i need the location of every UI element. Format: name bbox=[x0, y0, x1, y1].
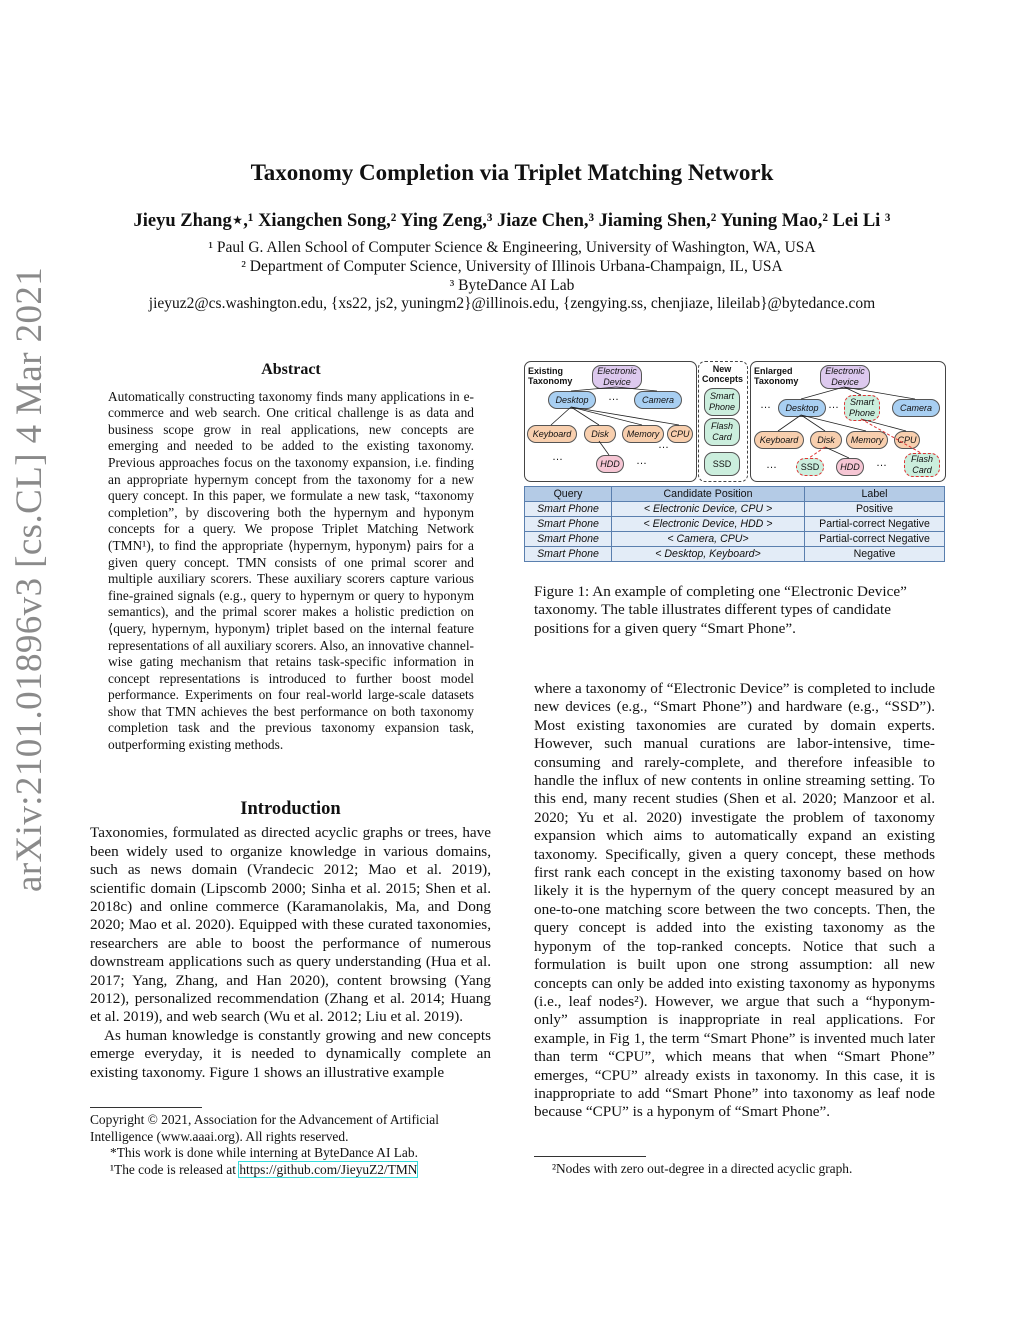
table-header-row bbox=[525, 487, 945, 502]
footnote-2: ²Nodes with zero out-degree in a directed acyclic graph. bbox=[552, 1161, 853, 1176]
label-cell: Partial-correct Negative bbox=[805, 532, 945, 547]
node-desktop: Desktop bbox=[548, 391, 596, 409]
copyright-notice: Copyright © 2021, Association for the Advancement of Artificial Intelligence (www.aaai.org). All rights reserved. bbox=[90, 1112, 439, 1144]
footnote-1-text: ¹The code is released at bbox=[110, 1161, 240, 1177]
abstract-text: Automatically constructing taxonomy finds many applications in e-commerce and web search. One critical challenge is as data and business scope grow in real applications, new concepts are emerging and needed to be added to the existing taxonomy. Previous approaches focus on the taxonomy expansion, i.e. finding an appropriate hypernym concept from the taxonomy for a new query concept. In this paper, we formulate a new task, “taxonomy completion”, by discovering both the hypernym and hyponym concepts for a query. We propose Triplet Matching Network (TMN¹), to find the appropriate ⟨hypernym, hyponym⟩ pairs for a given query concept. TMN consists of one primal scorer and multiple auxiliary scorers. These auxiliary scorers capture various fine-grained signals (e.g., query to hypernym or query to hyponym semantics), and the primal scorer makes a holistic prediction on ⟨query, hypernym, hyponym⟩ triplet based on the internal feature representations of all auxiliary scorers. Also, an innovative channel-wise gating mechanism that retains task-specific information in concept representations is introduced to further boost model performance. Experiments on four real-world large-scale datasets show that TMN achieves the best performance on both taxonomy completion task and the previous taxonomy expansion task, outperforming existing methods. bbox=[108, 388, 474, 753]
node-cpu: CPU bbox=[667, 425, 693, 443]
ellipsis-dots: … bbox=[876, 457, 887, 469]
abstract-section bbox=[108, 362, 474, 754]
affiliation-1: ¹ Paul G. Allen School of Computer Science & Engineering, University of Washington, WA, USA bbox=[208, 239, 816, 256]
paper-title: Taxonomy Completion via Triplet Matching Network bbox=[250, 160, 774, 185]
figure-1-caption: Figure 1: An example of completing one “Electronic Device” taxonomy. The table illustrates different types of candidate positions for a given query “Smart Phone”. bbox=[534, 583, 907, 637]
node-electronic-device: Electronic Device bbox=[592, 365, 642, 389]
ellipsis-dots: … bbox=[636, 455, 647, 467]
left-footnotes bbox=[90, 1112, 491, 1178]
abstract-heading: Abstract bbox=[261, 361, 321, 378]
query-cell: Smart Phone bbox=[525, 502, 612, 517]
node-ssd-added: SSD bbox=[796, 458, 824, 476]
column-header: Candidate Position bbox=[612, 487, 805, 502]
right-column-text: where a taxonomy of “Electronic Device” is completed to include new devices (e.g., “Smart Phone”) and hardware (e.g., “SSD”). Most existing taxonomies are curated by domain experts. However, such manual curations are labor-intensive, time-consuming and rarely-complete, and therefore infeasible to handle the influx of new contents in online streaming setting. To this end, many recent studies (Shen et al. 2020; Manzoor et al. 2020; Yu et al. 2020) investigate the problem of taxonomy expansion which aims to automatically expand an existing taxonomy. Specifically, given a query concept, these methods first rank each concept in the existing taxonomy based on how likely it is the hypernym of the query concept measured by an one-to-one matching score between the two concepts. Then, the query concept is added into the existing taxonomy as the hyponym of the top-ranked concepts. Notice that such a formulation is built upon one strong assumption: all new concepts can only be added into existing taxonomy as hyponyms (i.e., leaf nodes²). However, we argue that such a “hyponym-only” assumption is inappropriate in real applications. For example, in Fig 1, the term “Smart Phone” is invented much later than term “CPU”, which means that when “Smart Phone” emerges, “CPU” already exists in taxonomy. In this case, it is inappropriate to add “Smart Phone” into taxonomy as leaf node because “CPU” is a hyponym of “Smart Phone”. bbox=[534, 680, 935, 1121]
query-cell: Smart Phone bbox=[525, 547, 612, 562]
node-hdd-enlarged: HDD bbox=[836, 458, 864, 476]
ellipsis-dots: … bbox=[766, 459, 777, 471]
position-cell: < Desktop, Keyboard> bbox=[612, 547, 805, 562]
introduction-section bbox=[90, 800, 491, 1082]
table-row bbox=[525, 517, 945, 532]
table-row bbox=[525, 547, 945, 562]
figure-1-diagram bbox=[524, 360, 946, 484]
query-cell: Smart Phone bbox=[525, 532, 612, 547]
affiliation-3: ³ ByteDance AI Lab bbox=[449, 277, 575, 294]
intro-paragraph-1: Taxonomies, formulated as directed acyclic graphs or trees, have been widely used to organize knowledge in various domains, such as news domain (Vrandecic 2012; Mao et al. 2019), scientific domain (Lipscomb 2000; Sinha et al. 2015; Shen et al. 2018c) and online commerce (Karamanolakis, Ma, and Dong 2020; Mao et al. 2020). Equipped with these curated taxonomies, researchers are able to boost the performance of numerous downstream applications such as query understanding (Hua et al. 2017; Yang, Zhang, and Han 2020), content browsing (Yang 2012), personalized recommendation (Zhang et al. 2014; Huang et al. 2019), and web search (Wu et al. 2012; Liu et al. 2019). bbox=[90, 824, 491, 1026]
author-emails: jieyuz2@cs.washington.edu, {xs22, js2, yuningm2}@illinois.edu, {zengying.ss, chenjiaze, lileilab}@bytedance.com bbox=[148, 295, 876, 312]
node-memory-enlarged: Memory bbox=[846, 431, 888, 449]
node-desktop-enlarged: Desktop bbox=[778, 399, 826, 417]
node-disk: Disk bbox=[584, 425, 616, 443]
query-cell: Smart Phone bbox=[525, 517, 612, 532]
enlarged-taxonomy-label: Enlarged Taxonomy bbox=[754, 366, 799, 386]
node-disk-enlarged: Disk bbox=[810, 431, 842, 449]
column-header: Query bbox=[525, 487, 612, 502]
intro-paragraph-2: As human knowledge is constantly growing and new concepts emerge everyday, it is needed to dynamically complete an existing taxonomy. Figure 1 shows an illustrative example bbox=[90, 1026, 491, 1081]
candidate-position-table bbox=[524, 486, 945, 562]
footnote-star: *This work is done while interning at ByteDance AI Lab. bbox=[110, 1145, 418, 1161]
node-hdd: HDD bbox=[596, 455, 624, 473]
author-list: Jieyu Zhang⋆,¹ Xiangchen Song,² Ying Zeng,³ Jiaze Chen,³ Jiaming Shen,² Yuning Mao,² Lei Li ³ bbox=[133, 211, 891, 231]
column-header: Label bbox=[805, 487, 945, 502]
node-flash-card-added: Flash Card bbox=[904, 453, 940, 477]
position-cell: < Electronic Device, HDD > bbox=[612, 517, 805, 532]
footnote-1 bbox=[90, 1162, 491, 1179]
node-memory: Memory bbox=[622, 425, 664, 443]
new-concepts-label: New Concepts bbox=[702, 364, 744, 384]
node-electronic-device-enlarged: Electronic Device bbox=[820, 365, 870, 389]
ellipsis-dots: … bbox=[828, 399, 839, 411]
ellipsis-dots: … bbox=[760, 399, 771, 411]
ellipsis-dots: … bbox=[552, 451, 563, 463]
table-row bbox=[525, 532, 945, 547]
node-flash-card-new: Flash Card bbox=[704, 418, 740, 446]
node-camera-enlarged: Camera bbox=[892, 399, 940, 417]
label-cell: Positive bbox=[805, 502, 945, 517]
label-cell: Partial-correct Negative bbox=[805, 517, 945, 532]
node-ssd-new: SSD bbox=[704, 452, 740, 476]
affiliation-2: ² Department of Computer Science, University of Illinois Urbana-Champaign, IL, USA bbox=[241, 258, 783, 275]
position-cell: < Camera, CPU> bbox=[612, 532, 805, 547]
introduction-heading: Introduction bbox=[240, 799, 341, 819]
node-camera: Camera bbox=[634, 391, 682, 409]
ellipsis-dots: … bbox=[608, 391, 619, 403]
node-cpu-enlarged: CPU bbox=[894, 431, 920, 449]
position-cell: < Electronic Device, CPU > bbox=[612, 502, 805, 517]
node-smart-phone-added: Smart Phone bbox=[844, 395, 880, 421]
table-row bbox=[525, 502, 945, 517]
node-keyboard-enlarged: Keyboard bbox=[754, 431, 804, 449]
ellipsis-dots: … bbox=[658, 439, 669, 451]
existing-taxonomy-label: Existing Taxonomy bbox=[528, 366, 573, 386]
footnote-rule-right bbox=[534, 1156, 646, 1157]
code-repo-link[interactable]: https://github.com/JieyuZ2/TMN bbox=[239, 1161, 418, 1177]
node-keyboard: Keyboard bbox=[527, 425, 577, 443]
footnote-rule-left bbox=[90, 1107, 202, 1108]
label-cell: Negative bbox=[805, 547, 945, 562]
arxiv-identifier: arXiv:2101.01896v3 [cs.CL] 4 Mar 2021 bbox=[9, 266, 50, 892]
node-smart-phone-new: Smart Phone bbox=[704, 388, 740, 416]
